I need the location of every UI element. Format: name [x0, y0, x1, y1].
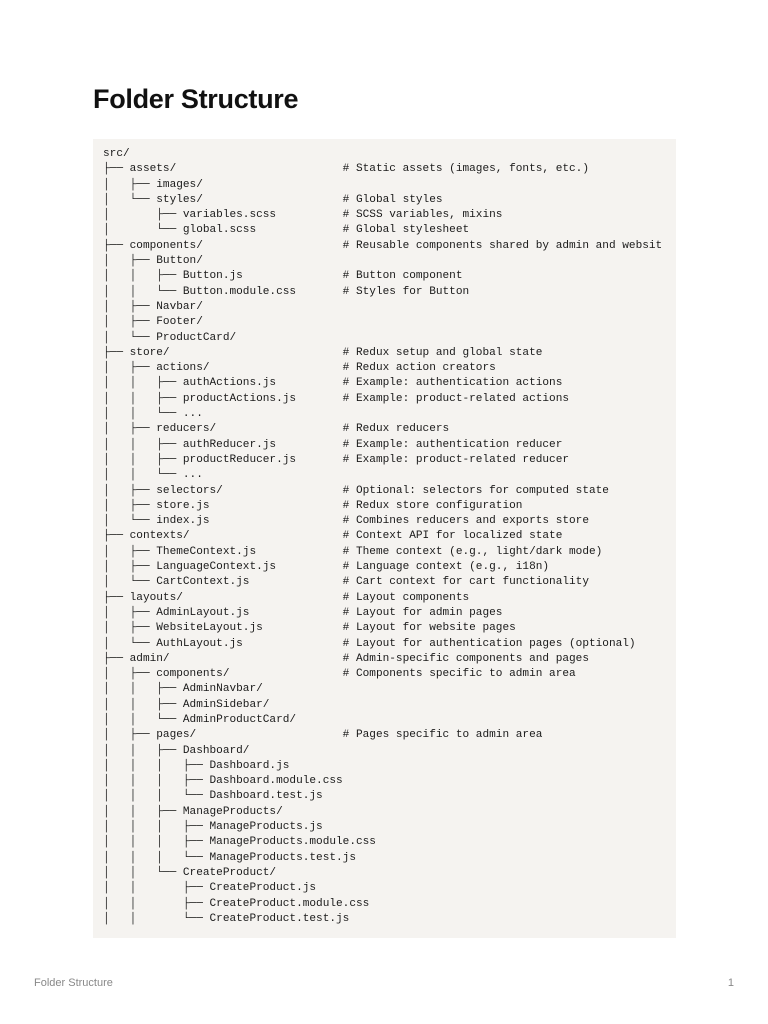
folder-tree-code [93, 147, 676, 927]
code-line: │ │ │ ├── ManageProducts.module.css [103, 836, 376, 849]
code-line: │ ├── Button/ [103, 255, 203, 268]
code-line: │ │ │ └── ManageProducts.test.js [103, 851, 356, 864]
code-line: │ └── index.js # Combines reducers and exports store [103, 515, 589, 528]
code-line: │ │ ├── productReducer.js # Example: product-related reducer [103, 453, 570, 466]
code-line: │ ├── WebsiteLayout.js # Layout for website pages [103, 622, 516, 635]
code-line: │ │ └── Button.module.css # Styles for Button [103, 285, 470, 298]
code-line: │ ├── reducers/ # Redux reducers [103, 423, 450, 436]
code-line: │ │ └── AdminProductCard/ [103, 713, 297, 726]
code-line: │ ├── LanguageContext.js # Language context (e.g., i18n) [103, 561, 550, 574]
code-line: │ ├── AdminLayout.js # Layout for admin pages [103, 606, 503, 619]
code-line: │ └── ProductCard/ [103, 331, 237, 344]
code-line: ├── contexts/ # Context API for localized state [103, 530, 563, 543]
code-line: │ │ ├── productActions.js # Example: product-related actions [103, 392, 570, 405]
code-line: ├── store/ # Redux setup and global state [103, 346, 543, 359]
code-line: │ │ ├── ManageProducts/ [103, 805, 283, 818]
code-line: │ ├── images/ [103, 178, 203, 191]
code-line: │ └── AuthLayout.js # Layout for authentication pages (optional) [103, 637, 636, 650]
code-line: │ │ │ └── Dashboard.test.js [103, 790, 323, 803]
code-line: │ │ └── ... [103, 408, 203, 421]
code-line: │ │ └── CreateProduct.test.js [103, 912, 350, 925]
footer-title: Folder Structure [34, 977, 113, 989]
page-number: 1 [727, 977, 734, 989]
code-line: │ │ │ ├── ManageProducts.js [103, 821, 323, 834]
code-line: │ └── styles/ # Global styles [103, 193, 443, 206]
code-line: │ ├── pages/ # Pages specific to admin area [103, 729, 543, 742]
code-line: │ ├── Navbar/ [103, 300, 203, 313]
code-line: │ │ ├── CreateProduct.module.css [103, 897, 370, 910]
code-line: ├── admin/ # Admin-specific components and pages [103, 652, 589, 665]
code-line: │ │ └── CreateProduct/ [103, 866, 277, 879]
code-block [93, 139, 676, 938]
code-line: │ └── global.scss # Global stylesheet [103, 224, 470, 237]
code-line: │ │ ├── CreateProduct.js [103, 882, 317, 895]
code-line: │ │ ├── Dashboard/ [103, 744, 250, 757]
code-line: │ ├── Footer/ [103, 316, 203, 329]
code-line: │ │ ├── Button.js # Button component [103, 270, 463, 283]
code-line: │ │ ├── authReducer.js # Example: authentication reducer [103, 438, 563, 451]
code-line: src/ [103, 148, 130, 160]
code-line: │ │ └── ... [103, 469, 203, 482]
code-line: │ ├── selectors/ # Optional: selectors for computed state [103, 484, 609, 497]
code-line: │ │ ├── AdminNavbar/ [103, 683, 263, 696]
page-title: Folder Structure [93, 84, 299, 114]
code-line: │ └── CartContext.js # Cart context for cart functionality [103, 576, 589, 589]
code-line: │ │ │ ├── Dashboard.module.css [103, 775, 343, 788]
code-line: │ │ │ ├── Dashboard.js [103, 759, 290, 772]
code-line: │ │ ├── AdminSidebar/ [103, 698, 270, 711]
code-line: │ ├── store.js # Redux store configuration [103, 499, 523, 512]
code-line: │ │ ├── authActions.js # Example: authentication actions [103, 377, 563, 390]
code-line: │ ├── actions/ # Redux action creators [103, 362, 496, 375]
code-line: │ ├── components/ # Components specific to admin area [103, 668, 576, 681]
code-line: │ ├── variables.scss # SCSS variables, mixins [103, 209, 503, 222]
code-line: ├── components/ # Reusable components shared by admin and websit [103, 239, 663, 252]
code-line: │ ├── ThemeContext.js # Theme context (e.g., light/dark mode) [103, 545, 603, 558]
code-line: ├── layouts/ # Layout components [103, 591, 470, 604]
code-line: ├── assets/ # Static assets (images, fonts, etc.) [103, 163, 589, 176]
